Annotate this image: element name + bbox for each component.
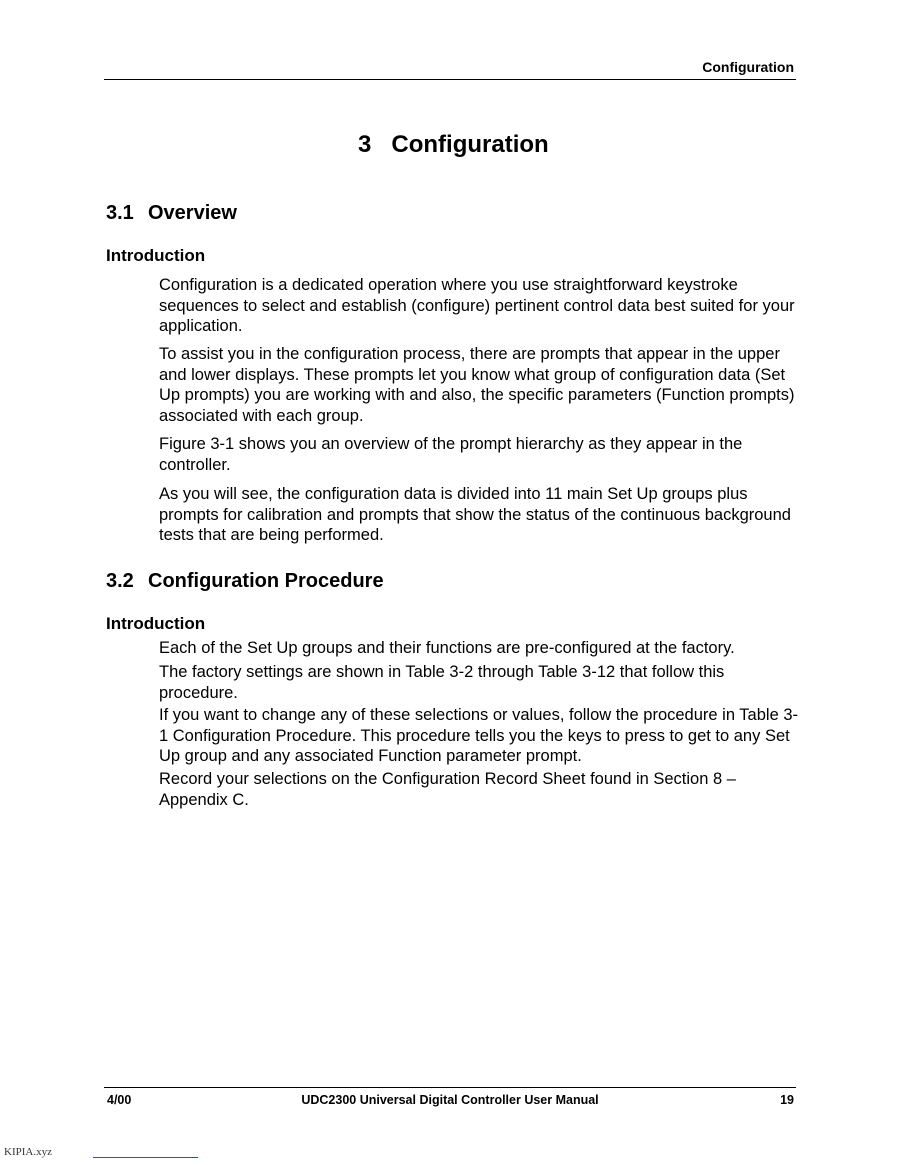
section-number: 3.2 xyxy=(106,570,134,592)
section-title-text: Overview xyxy=(148,202,237,224)
paragraph: Figure 3-1 shows you an overview of the prompt hierarchy as they appear in the controller. xyxy=(159,435,743,474)
running-header: Configuration xyxy=(702,59,794,75)
watermark-text: KIPIA.xyz xyxy=(4,1146,52,1158)
footer-manual-title: UDC2300 Universal Digital Controller User Manual xyxy=(301,1093,599,1107)
section-number: 3.1 xyxy=(106,202,134,224)
chapter-title xyxy=(358,131,549,159)
paragraph: Record your selections on the Configuration Record Sheet found in Section 8 – Appendix C. xyxy=(159,770,736,809)
section-3-2-title xyxy=(106,570,384,593)
section-3-1-title xyxy=(106,202,237,225)
watermark-link[interactable] xyxy=(93,1157,198,1158)
header-rule xyxy=(104,79,796,80)
paragraph: Configuration is a dedicated operation where you use straightforward keystroke sequences to select and establish (configure) pertinent control data best suited for your application. xyxy=(159,276,795,335)
paragraph: Each of the Set Up groups and their functions are pre-configured at the factory. xyxy=(159,639,735,657)
chapter-number: 3 xyxy=(358,131,372,158)
section-title-text: Configuration Procedure xyxy=(148,570,384,592)
paragraph: As you will see, the configuration data is divided into 11 main Set Up groups plus prompts for calibration and prompts that show the status of the continuous background tests that are being performed. xyxy=(159,485,791,544)
paragraph: If you want to change any of these selections or values, follow the procedure in Table 3-1 Configuration Procedure. This procedure tells you the keys to press to get to any Set Up group and any associated Function parameter prompt. xyxy=(159,706,798,765)
chapter-title-text: Configuration xyxy=(391,131,549,158)
footer-date: 4/00 xyxy=(107,1093,132,1107)
paragraph: To assist you in the configuration process, there are prompts that appear in the upper and lower displays. These prompts let you know what group of configuration data (Set Up prompts) you are working with and also, the specific parameters (Function prompts) associated with each group. xyxy=(159,345,795,425)
footer-page-number: 19 xyxy=(780,1093,794,1107)
section-3-2-subhead: Introduction xyxy=(106,614,206,633)
paragraph: The factory settings are shown in Table 3-2 through Table 3-12 that follow this procedure. xyxy=(159,663,725,702)
footer-rule xyxy=(104,1087,796,1088)
section-3-1-subhead: Introduction xyxy=(106,246,206,265)
